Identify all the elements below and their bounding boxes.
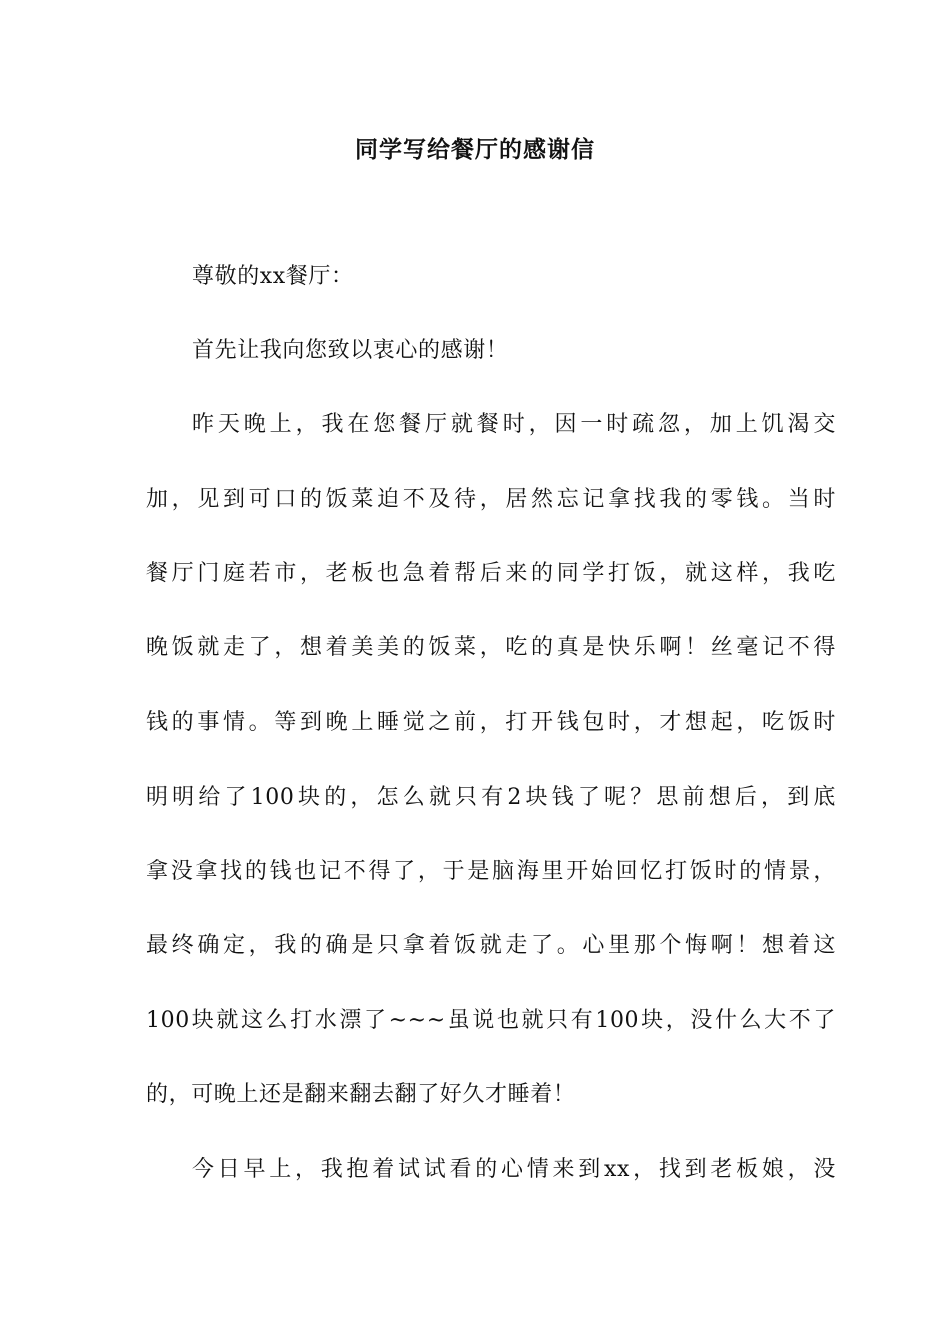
paragraph-line: 100块就这么打水漂了~~~虽说也就只有100块，没什么大不了 (146, 1008, 836, 1033)
paragraph-line: 最终确定，我的确是只拿着饭就走了。心里那个悔啊！想着这 (146, 933, 836, 958)
paragraph-line: 加，见到可口的饭菜迫不及待，居然忘记拿找我的零钱。当时 (146, 487, 836, 512)
paragraph-line: 钱的事情。等到晚上睡觉之前，打开钱包时，才想起，吃饭时 (146, 710, 836, 735)
paragraph-line: 晚饭就走了，想着美美的饭菜，吃的真是快乐啊！丝毫记不得 (146, 635, 836, 660)
paragraph-line: 今日早上，我抱着试试看的心情来到xx，找到老板娘，没 (192, 1157, 836, 1182)
paragraph-line: 首先让我向您致以衷心的感谢！ (192, 338, 509, 363)
paragraph-line: 的，可晚上还是翻来翻去翻了好久才睡着！ (146, 1082, 576, 1107)
salutation: 尊敬的xx餐厅： (192, 264, 354, 289)
document-title: 同学写给餐厅的感谢信 (355, 137, 595, 163)
paragraph-line: 拿没拿找的钱也记不得了，于是脑海里开始回忆打饭时的情景， (146, 859, 836, 884)
paragraph-line: 昨天晚上，我在您餐厅就餐时，因一时疏忽，加上饥渴交 (192, 412, 836, 437)
paragraph-line: 餐厅门庭若市，老板也急着帮后来的同学打饭，就这样，我吃 (146, 561, 836, 586)
paragraph-line: 明明给了100块的，怎么就只有2块钱了呢？思前想后，到底 (146, 785, 836, 810)
